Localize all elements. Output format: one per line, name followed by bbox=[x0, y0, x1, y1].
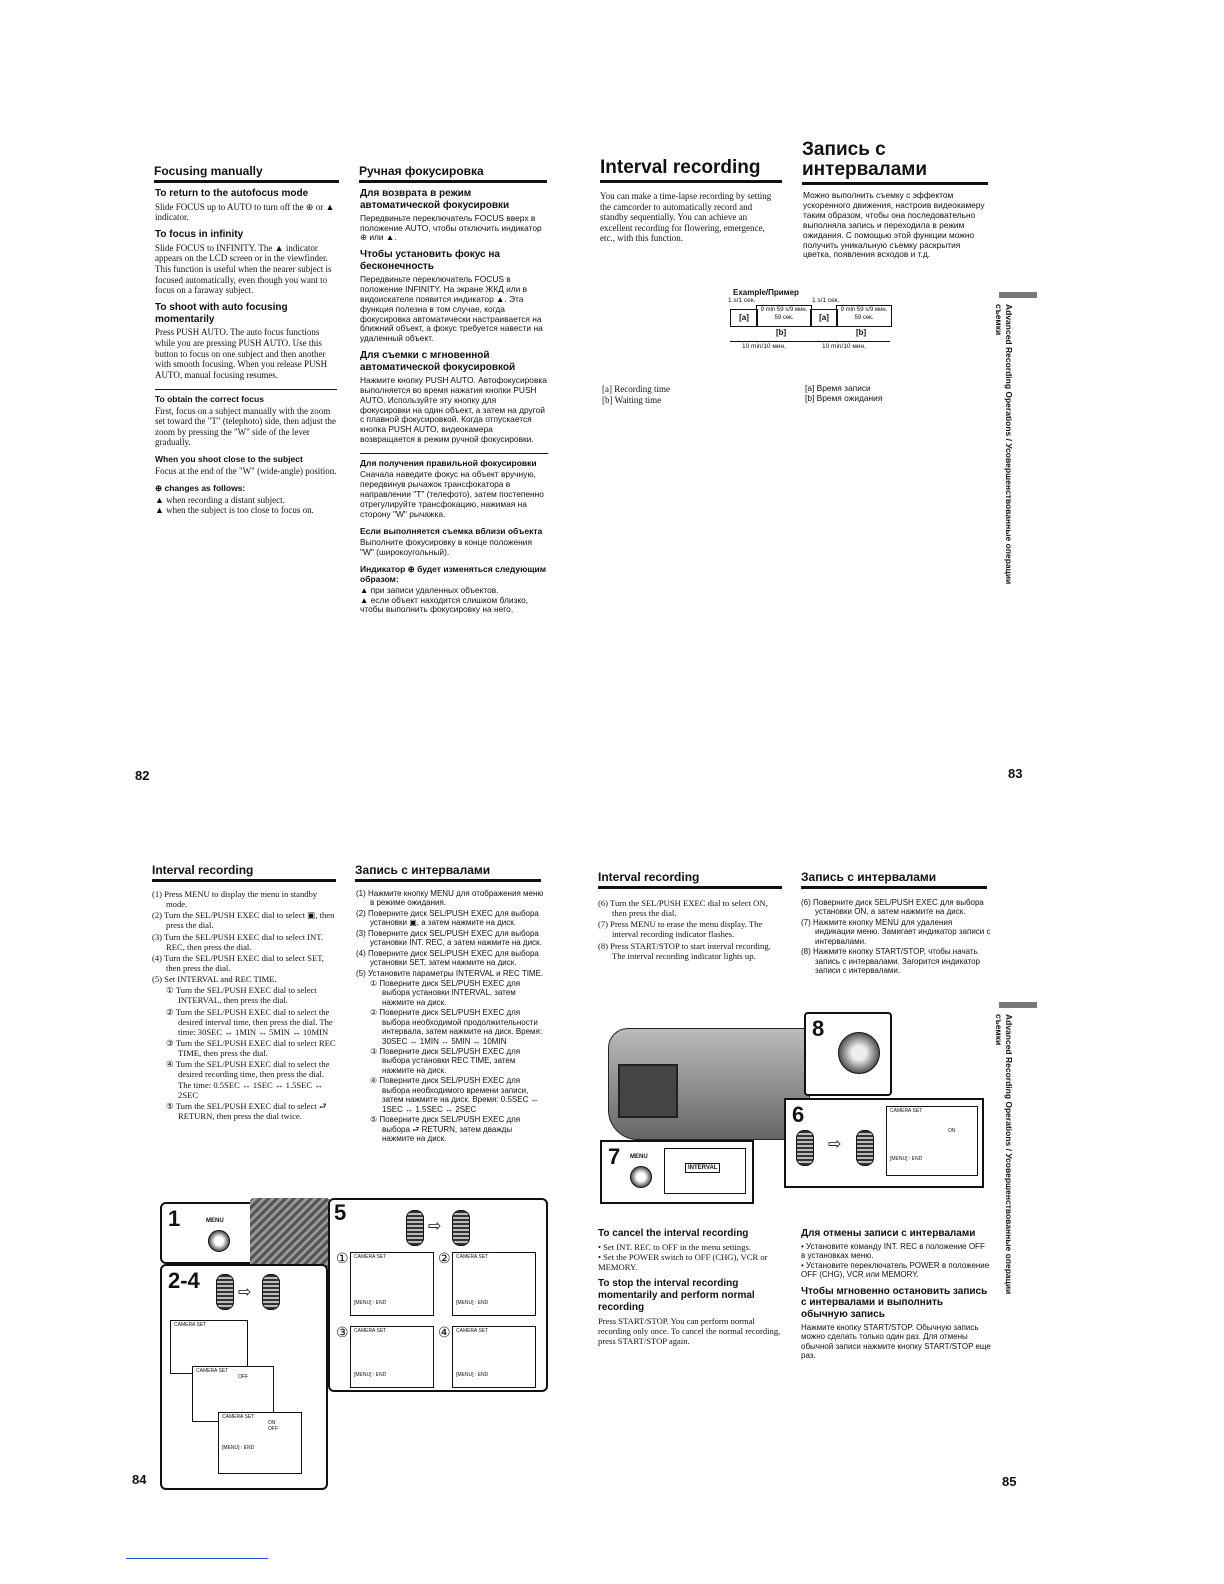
step-item: (8) Press START/STOP to start interval recording. The interval recording indicator lights up. bbox=[598, 940, 771, 961]
page-number-82: 82 bbox=[135, 768, 150, 783]
p84-ru-steps bbox=[356, 889, 546, 1144]
menu-screen-rec-time bbox=[350, 1326, 434, 1388]
panel-step-6 bbox=[784, 1098, 984, 1188]
page-number-83: 83 bbox=[1008, 766, 1023, 781]
example-label: Example/Пример bbox=[733, 288, 799, 297]
side-section-label: Advanced Recording Operations / Усовершенствованные операции съемки bbox=[994, 304, 1014, 585]
step-item: (1) Press MENU to display the menu in standby mode. bbox=[152, 889, 318, 910]
sub-step-item: ③ Turn the SEL/PUSH EXEC dial to select REC TIME, then press the dial. bbox=[166, 1037, 336, 1059]
menu-title: CAMERA SET bbox=[174, 1322, 207, 1328]
p83-ru-intro: Можно выполнить съемку с эффектом ускоренного движения, настроив видеокамеру таким образом, чтобы она последовательно выполняла запись и переходила в режим ожидания. С помощью этой функции можно получить уникальную съемку раскрытия цветка, появления всходов и т.д. bbox=[803, 190, 985, 260]
rec-time-label-1: 1 s/1 сек. bbox=[728, 297, 756, 304]
paragraph: Press PUSH AUTO. The auto focus functions while you are pressing PUSH AUTO. Use this button to focus on one subject and then another with smooth focusing. When you release PUSH AUTO, manual focusing resumes. bbox=[155, 327, 328, 380]
dial-icon bbox=[216, 1274, 234, 1310]
start-stop-button-icon bbox=[838, 1032, 880, 1074]
menu-option-on: ON bbox=[948, 1127, 956, 1134]
dial-pressed-icon bbox=[452, 1210, 470, 1246]
period-bar-1 bbox=[730, 341, 810, 342]
menu-option-off: OFF bbox=[238, 1373, 248, 1380]
menu-end-label: [MENU] : END bbox=[222, 1445, 255, 1452]
list-item: ▲ when the subject is too close to focus on. bbox=[155, 505, 314, 516]
divider bbox=[360, 453, 548, 454]
section-title: To focus in infinity bbox=[155, 229, 244, 241]
p83-en-legend bbox=[602, 384, 782, 405]
step-number: 2-4 bbox=[168, 1268, 200, 1293]
panel-step-7 bbox=[600, 1140, 754, 1204]
page-number-85: 85 bbox=[1002, 1474, 1017, 1489]
sub-step-item: ② Turn the SEL/PUSH EXEC dial to select the desired interval time, then press the dial. The time: 30SEC ↔ 1MIN ↔ 5MIN ↔ 10MIN bbox=[166, 1006, 333, 1037]
paragraph: Нажмите кнопку START/STOP. Обычную запись можно сделать только один раз. Для отмены обычной записи нажмите кнопку START/STOP еще раз. bbox=[801, 1322, 991, 1361]
p85-illustration bbox=[598, 1010, 984, 1202]
rec-time-label-2: 1 s/1 сек. bbox=[812, 297, 840, 304]
menu-option-off: OFF bbox=[268, 1425, 278, 1432]
sub-step-number: ③ bbox=[336, 1324, 349, 1340]
menu-screen-rec-time-value bbox=[452, 1326, 536, 1388]
list-item: ▲ when recording a distant subject. bbox=[155, 494, 285, 505]
viewfinder-screen bbox=[664, 1148, 746, 1194]
menu-button-icon bbox=[630, 1166, 652, 1188]
menu-title: CAMERA SET bbox=[456, 1328, 489, 1334]
step-item: (6) Поверните диск SEL/PUSH EXEC для выбора установки ON, а затем нажмите на диск. bbox=[801, 898, 984, 917]
paragraph: Press START/STOP. You can perform normal recording only once. To cancel the normal recording, press START/STOP again. bbox=[598, 1315, 781, 1346]
menu-end-label: [MENU] : END bbox=[456, 1371, 489, 1378]
step-item: (3) Turn the SEL/PUSH EXEC dial to select INT. REC, then press the dial. bbox=[152, 931, 323, 952]
menu-screen-3 bbox=[218, 1412, 302, 1474]
list-item: ▲ если объект находится слишком близко, чтобы выполнить фокусировку на него. bbox=[360, 594, 529, 615]
sub-step-item: ① Turn the SEL/PUSH EXEC dial to select INTERVAL, then press the dial. bbox=[166, 985, 317, 1006]
step-item: (2) Поверните диск SEL/PUSH EXEC для выбора установки ▣, а затем нажмите на диск. bbox=[356, 908, 539, 928]
lcd-panel-icon bbox=[618, 1064, 678, 1118]
menu-end-label: [MENU] : END bbox=[354, 1371, 387, 1378]
p85-ru-title: Запись с интервалами bbox=[801, 870, 987, 889]
section-title: Для отмены записи с интервалами bbox=[801, 1228, 976, 1239]
section-title: To cancel the interval recording bbox=[598, 1228, 749, 1239]
section-title: Для получения правильной фокусировки bbox=[360, 458, 537, 469]
interval-indicator: INTERVAL bbox=[685, 1163, 720, 1173]
menu-label: MENU bbox=[630, 1154, 648, 1160]
p84-en-steps bbox=[152, 889, 338, 1122]
list-item: • Установите переключатель POWER в положение OFF (CHG), VCR или MEMORY. bbox=[801, 1260, 990, 1280]
sub-step-item: ③ Поверните диск SEL/PUSH EXEC для выбора установки REC TIME, затем нажмите на диск. bbox=[370, 1047, 521, 1075]
menu-option-on: ON bbox=[268, 1419, 276, 1426]
menu-button-icon bbox=[208, 1230, 230, 1252]
sub-step-item: ④ Turn the SEL/PUSH EXEC dial to select the desired recording time, then press the dial. The time: 0.5SEC ↔ 1SEC ↔ 1.5SEC ↔ 2SEC bbox=[166, 1059, 330, 1100]
section-title: To stop the interval recording momentarily and perform normal recording bbox=[598, 1278, 755, 1313]
menu-title: CAMERA SET bbox=[222, 1414, 255, 1420]
list-item: • Установите команду INT. REC в положение OFF в установках меню. bbox=[801, 1241, 985, 1261]
paragraph: Focus at the end of the "W" (wide-angle) position. bbox=[155, 465, 337, 476]
p83-ru-legend bbox=[805, 384, 985, 404]
paragraph: Передвиньте переключатель FOCUS в положение INFINITY. На экране ЖКД или в видоискателе появится индикатор ▲. Эта функция полезна в том случае, когда фокусировка автоматически настраивается на ближний объект, а фокус требуется навести на удаленный объект. bbox=[360, 273, 543, 344]
paragraph: Slide FOCUS to INFINITY. The ▲ indicator appears on the LCD screen or in the viewfinder. This function is useful when the nearer subject is focused automatically, even though you want to focus on a faraway subject. bbox=[155, 242, 332, 296]
section-title: When you shoot close to the subject bbox=[155, 453, 303, 464]
step-item: (7) Нажмите кнопку MENU для удаления индикации меню. Замигает индикатор записи с интервалами. bbox=[801, 917, 991, 946]
step-item: (4) Поверните диск SEL/PUSH EXEC для выбора установки SET, затем нажмите на диск. bbox=[356, 948, 539, 968]
panel-step-1 bbox=[160, 1202, 264, 1264]
step-item: (5) Set INTERVAL and REC TIME. bbox=[152, 974, 277, 985]
section-title: To return to the autofocus mode bbox=[155, 188, 309, 199]
menu-label: MENU bbox=[206, 1218, 224, 1224]
step-item: (4) Turn the SEL/PUSH EXEC dial to select SET, then press the dial. bbox=[152, 952, 324, 973]
legend-b: [b] Waiting time bbox=[602, 394, 662, 405]
p82-ru-column bbox=[360, 188, 548, 618]
list-item: • Set the POWER switch to OFF (CHG), VCR or MEMORY. bbox=[598, 1251, 768, 1273]
sub-step-item: ⑤ Поверните диск SEL/PUSH EXEC для выбора ⮐ RETURN, затем дважды нажмите на диск. bbox=[370, 1115, 521, 1143]
sub-step-item: ② Поверните диск SEL/PUSH EXEC для выбора необходимой продолжительности интервала, затем нажмите на диск. Время: 30SEC ↔ 1MIN ↔ 5MIN ↔ 10MIN bbox=[370, 1008, 543, 1046]
section-title: To shoot with auto focusing momentarily bbox=[155, 301, 288, 325]
p82-en-column bbox=[155, 188, 337, 519]
section-title: ⊕ changes as follows: bbox=[155, 482, 246, 493]
recording-cell-1: [a] bbox=[730, 309, 758, 327]
panel-step-5 bbox=[328, 1198, 548, 1392]
p82-ru-title: Ручная фокусировка bbox=[359, 164, 547, 183]
step-item: (6) Turn the SEL/PUSH EXEC dial to select ON, then press the dial. bbox=[598, 898, 768, 919]
step-number: 6 bbox=[792, 1102, 805, 1127]
interval-diagram bbox=[726, 297, 896, 357]
menu-screen-interval bbox=[350, 1252, 434, 1316]
period-bar-2 bbox=[810, 341, 890, 342]
paragraph: Передвиньте переключатель FOCUS вверх в положение AUTO, чтобы отключить индикатор ⊕ или ▲. bbox=[360, 212, 542, 243]
arrow-right-icon: ⇨ bbox=[828, 1136, 842, 1153]
section-tab-marker bbox=[999, 292, 1037, 298]
p82-en-title: Focusing manually bbox=[154, 164, 339, 183]
legend-a: [a] Recording time bbox=[602, 384, 670, 394]
divider bbox=[155, 389, 337, 390]
sub-step-number: ① bbox=[336, 1250, 349, 1266]
p85-ru-steps bbox=[801, 898, 991, 977]
p84-en-title: Interval recording bbox=[152, 863, 336, 882]
section-title: Чтобы мгновенно остановить запись с интервалами и выполнить обычную запись bbox=[801, 1285, 988, 1321]
menu-title: CAMERA SET bbox=[196, 1368, 229, 1374]
menu-end-label: [MENU] : END bbox=[890, 1155, 923, 1162]
step-item: (1) Нажмите кнопку MENU для отображения меню в режиме ожидания. bbox=[356, 889, 544, 908]
arrow-right-icon: ⇨ bbox=[428, 1218, 442, 1235]
panel-step-8 bbox=[804, 1012, 892, 1096]
p84-ru-title: Запись с интервалами bbox=[355, 863, 541, 882]
sub-step-number: ④ bbox=[438, 1324, 451, 1340]
period-label-1: 10 min/10 мин. bbox=[742, 343, 786, 350]
list-item: ▲ при записи удаленных объектов. bbox=[360, 584, 499, 595]
menu-title: CAMERA SET bbox=[456, 1254, 489, 1260]
legend-b: [b] Время ожидания bbox=[805, 392, 883, 403]
sub-step-item: ⑤ Turn the SEL/PUSH EXEC dial to select ⮐ RETURN, then press the dial twice. bbox=[166, 1100, 327, 1121]
section-tab-marker bbox=[999, 1002, 1037, 1008]
sub-step-item: ① Поверните диск SEL/PUSH EXEC для выбора установки INTERVAL, затем нажмите на диск. bbox=[370, 978, 521, 1007]
menu-end-label: [MENU] : END bbox=[456, 1299, 489, 1306]
menu-title: CAMERA SET bbox=[890, 1108, 923, 1114]
dial-icon bbox=[406, 1210, 424, 1246]
sub-step-item: ④ Поверните диск SEL/PUSH EXEC для выбора необходимого времени записи, затем нажмите на диск. Время: 0.5SEC ↔ 1SEC ↔ 1.5SEC ↔ 2SEC bbox=[370, 1076, 539, 1114]
recording-cell-2: [a] bbox=[810, 309, 838, 327]
waiting-cell-2: 9 min 59 s/9 мин. 59 сек. bbox=[836, 305, 892, 327]
waiting-cell-1: 9 min 59 s/9 мин. 59 сек. bbox=[756, 305, 812, 327]
p83-ru-title: Запись с интервалами bbox=[802, 140, 988, 185]
section-title: Для съемки с мгновенной автоматической фокусировкой bbox=[360, 350, 516, 374]
menu-end-label: [MENU] : END bbox=[354, 1299, 387, 1306]
section-title: Чтобы установить фокус на бесконечность bbox=[360, 249, 500, 273]
section-title: Для возврата в режим автоматической фокусировки bbox=[360, 188, 510, 211]
waiting-label-1: [b] bbox=[776, 328, 787, 337]
page-number-84: 84 bbox=[132, 1472, 147, 1487]
dial-pressed-icon bbox=[856, 1130, 874, 1166]
step-number: 7 bbox=[608, 1144, 621, 1169]
camcorder-sketch-icon bbox=[250, 1198, 330, 1268]
dial-pressed-icon bbox=[262, 1274, 280, 1310]
p85-en-title: Interval recording bbox=[598, 870, 782, 889]
p83-en-intro: You can make a time-lapse recording by setting the camcorder to automatically record and standby sequentially. You can achieve an excellent recording for flowering, emergence, etc., with this function. bbox=[600, 191, 772, 244]
p85-en-steps bbox=[598, 898, 784, 962]
period-label-2: 10 min/10 мин. bbox=[822, 343, 866, 350]
step-item: (8) Нажмите кнопку START/STOP, чтобы начать запись с интервалами. Загорится индикатор записи с интервалами. bbox=[801, 947, 980, 976]
legend-a: [a] Время записи bbox=[805, 383, 871, 393]
section-title: Индикатор ⊕ будет изменяться следующим образом: bbox=[360, 563, 547, 584]
menu-screen-int-rec-on bbox=[886, 1106, 978, 1176]
paragraph: First, focus on a subject manually with the zoom set toward the "T" (telephoto) side, then adjust the zoom by pressing the "W" side of the lever gradually. bbox=[155, 405, 337, 448]
step-number: 5 bbox=[334, 1200, 347, 1225]
paragraph: Slide FOCUS up to AUTO to turn off the ⊕ or ▲ indicator. bbox=[155, 201, 335, 223]
section-title: To obtain the correct focus bbox=[155, 393, 264, 404]
menu-title: CAMERA SET bbox=[354, 1254, 387, 1260]
step-item: (3) Поверните диск SEL/PUSH EXEC для выбора установки INT. REC, а затем нажмите на диск. bbox=[356, 928, 542, 948]
p83-en-title: Interval recording bbox=[600, 158, 782, 183]
list-item: • Set INT. REC to OFF in the menu settings. bbox=[598, 1241, 752, 1252]
step-item: (5) Установите параметры INTERVAL и REC TIME. bbox=[356, 968, 544, 978]
paragraph: Выполните фокусировку в конце положения "W" (широкоугольный). bbox=[360, 536, 532, 557]
paragraph: Нажмите кнопку PUSH AUTO. Автофокусировка выполняется во время нажатия кнопки PUSH AUTO. Используйте эту кнопку для фокусировки на один объект, а затем на другой с плавной фокусировкой. Когда отпускается кнопка PUSH AUTO, видеокамера возвращается в режим ручной фокусировки. bbox=[360, 374, 547, 445]
arrow-right-icon: ⇨ bbox=[238, 1284, 252, 1301]
dial-icon bbox=[796, 1130, 814, 1166]
step-item: (2) Turn the SEL/PUSH EXEC dial to select ▣, then press the dial. bbox=[152, 910, 335, 931]
waiting-label-2: [b] bbox=[856, 328, 867, 337]
side-section-label: Advanced Recording Operations / Усовершенствованные операции съемки bbox=[994, 1014, 1014, 1295]
menu-title: CAMERA SET bbox=[354, 1328, 387, 1334]
paragraph: Сначала наведите фокус на объект вручную, передвинув рычажок трансфокатора в направлении "T" (телефото), затем постепенно отрегулируйте трансфокацию, нажимая на сторону "W" рычажка. bbox=[360, 469, 544, 519]
footer-link-line bbox=[126, 1558, 268, 1559]
section-title: Если выполняется съемка вблизи объекта bbox=[360, 525, 543, 536]
menu-screen-interval-time bbox=[452, 1252, 536, 1316]
step-item: (7) Press MENU to erase the menu display. The interval recording indicator flashes. bbox=[598, 919, 763, 940]
p85-en-cancel bbox=[598, 1228, 784, 1349]
p84-illustration bbox=[160, 1198, 548, 1488]
sub-step-number: ② bbox=[438, 1250, 451, 1266]
step-number: 8 bbox=[812, 1016, 825, 1041]
p85-ru-cancel bbox=[801, 1228, 991, 1364]
step-number: 1 bbox=[168, 1206, 181, 1231]
panel-steps-2-4 bbox=[160, 1264, 328, 1490]
